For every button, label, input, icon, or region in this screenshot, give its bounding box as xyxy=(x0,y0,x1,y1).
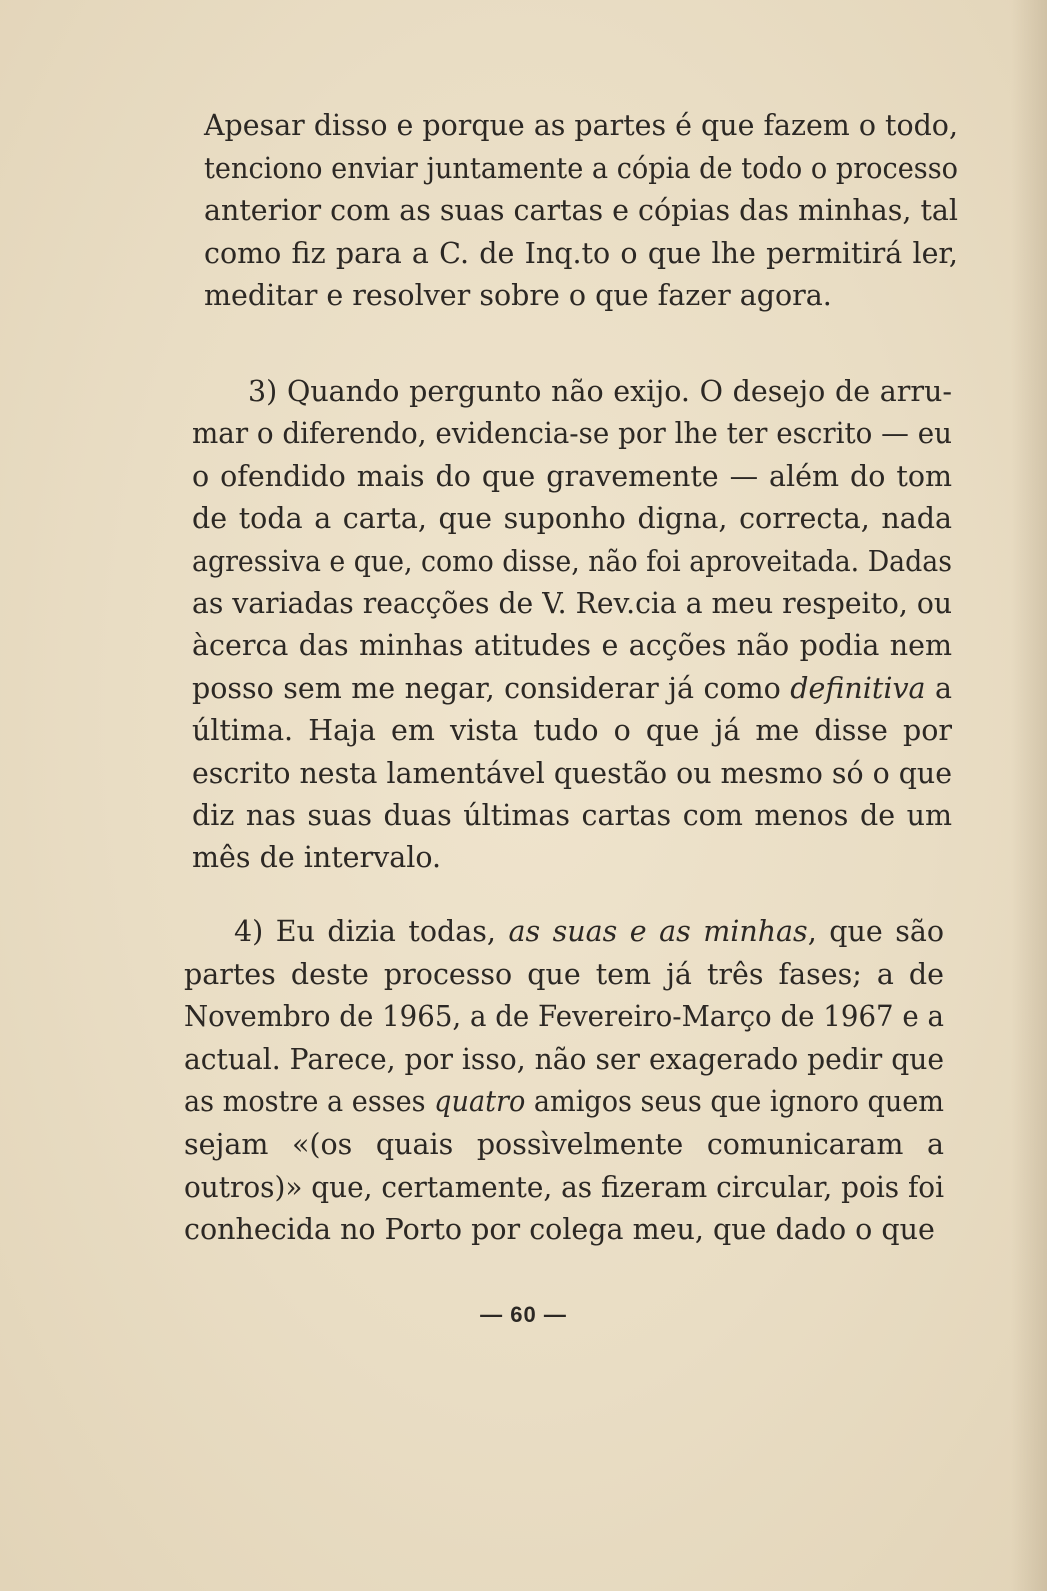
text-line: mês de intervalo. xyxy=(192,841,442,875)
text-line: o ofendido mais do que gravemente — além do tom xyxy=(192,459,952,493)
text-line: escrito nesta lamentável questão ou mesmo só o que xyxy=(192,756,952,790)
text-line: Novembro de 1965, a de Fevereiro-Março de 1967 e a xyxy=(184,1000,944,1034)
text-line: anterior com as suas cartas e cópias das minhas, tal xyxy=(204,194,958,227)
text-run: a xyxy=(925,671,952,705)
italic-run: as suas e as minhas xyxy=(508,915,808,948)
text-run: amigos seus que ignoro quem xyxy=(525,1085,944,1119)
text-line xyxy=(192,671,952,705)
text-line: 3) Quando pergunto não exijo. O desejo de arru- xyxy=(248,375,952,408)
text-line: àcerca das minhas atitudes e acções não podia nem xyxy=(192,629,952,663)
page-number: — 60 — xyxy=(480,1302,567,1327)
text-line: as variadas reacções de V. Rev.cia a meu respeito, ou xyxy=(192,587,952,620)
italic-run: definitiva xyxy=(790,671,926,705)
italic-run: quatro xyxy=(434,1085,526,1119)
text-line: actual. Parece, por isso, não ser exagerado pedir que xyxy=(184,1042,944,1076)
text-line: outros)» que, certamente, as fizeram circular, pois foi xyxy=(184,1170,944,1204)
text-line: sejam «(os quais possìvelmente comunicaram a xyxy=(184,1128,944,1161)
text-line: agressiva e que, como disse, não foi aproveitada. Dadas xyxy=(192,544,952,578)
text-run: 4) Eu dizia todas, xyxy=(234,915,509,948)
text-line: conhecida no Porto por colega meu, que dado o que xyxy=(184,1213,935,1247)
text-line: meditar e resolver sobre o que fazer agora. xyxy=(204,279,832,312)
text-line: Apesar disso e porque as partes é que fazem o todo, xyxy=(204,109,958,142)
text-line xyxy=(184,1085,944,1119)
text-line: última. Haja em vista tudo o que já me disse por xyxy=(192,714,952,748)
text-line: partes deste processo que tem já três fases; a de xyxy=(184,957,944,991)
text-run: , que são xyxy=(807,915,945,948)
text-line xyxy=(234,915,945,948)
text-run: as mostre a esses xyxy=(184,1085,435,1119)
text-line: de toda a carta, que suponho digna, correcta, nada xyxy=(192,502,952,536)
text-line: mar o diferendo, evidencia-se por lhe ter escrito — eu xyxy=(192,417,952,451)
text-run: posso sem me negar, considerar já como xyxy=(192,671,791,705)
text-line: diz nas suas duas últimas cartas com menos de um xyxy=(192,799,952,832)
text-line: como fiz para a C. de Inq.to o que lhe permitirá ler, xyxy=(204,236,958,270)
text-line: tenciono enviar juntamente a cópia de todo o processo xyxy=(204,151,958,185)
